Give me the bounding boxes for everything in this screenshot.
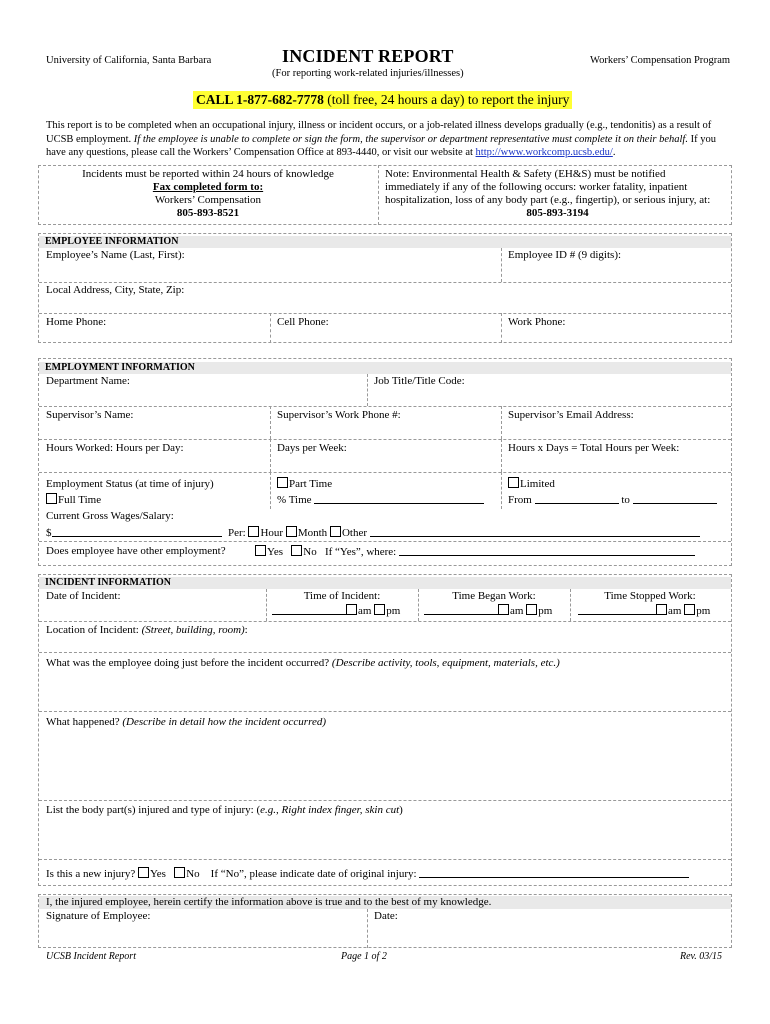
local-address-field[interactable]: Local Address, City, State, Zip:: [46, 284, 185, 296]
other-employment-question: Does employee have other employment?: [46, 545, 226, 557]
employee-id-field[interactable]: Employee ID # (9 digits):: [508, 249, 622, 261]
ehs-note-1: Note: Environmental Health & Safety (EH&S) must be notified: [385, 168, 666, 180]
home-phone-field[interactable]: Home Phone:: [46, 316, 107, 328]
intro-text-1: This report is to be completed when an occupational injury, illness or incident occurs, or a job-related illness develops gradually (e.g., tendonitis) as a result of UCSB employment.: [46, 120, 712, 145]
from-line[interactable]: [535, 493, 619, 504]
part-time-checkbox[interactable]: [277, 477, 288, 488]
location-hint: (Street, building, room): [141, 624, 245, 636]
gross-wages-label: Current Gross Wages/Salary:: [46, 510, 174, 522]
new-injury-no-checkbox[interactable]: [174, 867, 185, 878]
if-yes-label: If “Yes”, where:: [324, 546, 397, 558]
certification-statement: I, the injured employee, herein certify the information above is true and to the best of my knowledge.: [46, 896, 492, 908]
what-happened-hint: (Describe in detail how the incident occurred): [122, 716, 327, 728]
per-label: Per:: [228, 527, 246, 539]
full-time-option[interactable]: [46, 493, 101, 506]
stopped-am-label: am: [668, 605, 682, 617]
new-injury-yes-checkbox[interactable]: [138, 867, 149, 878]
incident-pm-label: pm: [386, 605, 401, 617]
ehs-phone-number: 805-893-3194: [526, 207, 589, 219]
pay-period-options: [228, 526, 700, 539]
location-field[interactable]: [46, 624, 248, 636]
full-time-checkbox[interactable]: [46, 493, 57, 504]
time-began-line[interactable]: [424, 604, 498, 615]
percent-time-label: % Time: [277, 494, 312, 506]
limited-checkbox[interactable]: [508, 477, 519, 488]
time-stopped-line[interactable]: [578, 604, 656, 615]
to-label: to: [621, 494, 630, 506]
percent-time-line[interactable]: [314, 493, 484, 504]
wages-field[interactable]: [46, 526, 222, 539]
what-happened-label: What happened?: [46, 716, 123, 728]
new-injury-question: Is this a new injury?: [46, 868, 136, 880]
began-pm-checkbox[interactable]: [526, 604, 537, 615]
hour-checkbox[interactable]: [248, 526, 259, 537]
from-label: From: [508, 494, 532, 506]
body-parts-hint: e.g., Right index finger, skin cut: [260, 804, 400, 816]
time-stopped-label: Time Stopped Work:: [604, 590, 696, 602]
new-injury-no-label: No: [186, 868, 200, 880]
other-employment-no-label: No: [303, 546, 317, 558]
cell-phone-field[interactable]: Cell Phone:: [277, 316, 329, 328]
hours-per-day-field[interactable]: Hours Worked: Hours per Day:: [46, 442, 184, 454]
notice-divider: [378, 165, 379, 225]
footer-page-number: Page 1 of 2: [341, 951, 387, 962]
limited-date-range[interactable]: [508, 493, 717, 506]
employment-section-heading: EMPLOYMENT INFORMATION: [39, 362, 731, 374]
notice-fax-heading: Fax completed form to:: [152, 181, 264, 193]
wages-line[interactable]: [52, 526, 222, 537]
call-text: (toll free, 24 hours a day) to report the injury: [323, 92, 570, 107]
part-time-label: Part Time: [289, 478, 333, 490]
intro-text-3: .: [612, 147, 616, 158]
supervisor-phone-field[interactable]: Supervisor’s Work Phone #:: [277, 409, 401, 421]
other-label: Other: [341, 527, 367, 539]
time-of-incident-label: Time of Incident:: [303, 590, 381, 602]
incident-am-checkbox[interactable]: [346, 604, 357, 615]
body-parts-field[interactable]: [46, 804, 403, 816]
original-injury-label: If “No”, please indicate date of original injury:: [210, 868, 417, 880]
dollar-sign: $: [46, 527, 52, 539]
notice-deadline: Incidents must be reported within 24 hours of knowledge: [82, 168, 334, 180]
notice-fax-number: 805-893-8521: [176, 207, 240, 219]
stopped-am-checkbox[interactable]: [656, 604, 667, 615]
other-checkbox[interactable]: [330, 526, 341, 537]
stopped-pm-label: pm: [696, 605, 711, 617]
other-employment-options: [255, 545, 695, 558]
hour-label: Hour: [260, 527, 284, 539]
other-employment-where-line[interactable]: [399, 545, 695, 556]
new-injury-yes-label: Yes: [149, 868, 166, 880]
location-colon: :: [244, 624, 248, 636]
department-field[interactable]: Department Name:: [46, 375, 130, 387]
other-employment-yes-checkbox[interactable]: [255, 545, 266, 556]
incident-section-heading: INCIDENT INFORMATION: [39, 577, 731, 589]
part-time-option[interactable]: [277, 477, 332, 490]
intro-text-italic: If the employee is unable to complete or sign the form, the supervisor or department representative must complete it on their behalf.: [133, 133, 688, 145]
employment-status-label: Employment Status (at time of injury): [46, 478, 214, 490]
new-injury-row: [46, 867, 689, 880]
work-phone-field[interactable]: Work Phone:: [508, 316, 566, 328]
limited-option[interactable]: [508, 477, 555, 490]
institution-name: University of California, Santa Barbara: [46, 55, 212, 66]
stopped-pm-checkbox[interactable]: [684, 604, 695, 615]
program-name: Workers’ Compensation Program: [590, 55, 731, 66]
call-number: CALL 1-877-682-7778: [196, 92, 324, 107]
other-employment-no-checkbox[interactable]: [291, 545, 302, 556]
time-began-field[interactable]: [424, 604, 552, 617]
activity-field[interactable]: [46, 657, 560, 669]
time-of-incident-field[interactable]: [272, 604, 400, 617]
activity-label: What was the employee doing just before the incident occurred?: [46, 657, 332, 669]
footer-revision: Rev. 03/15: [680, 951, 723, 962]
began-pm-label: pm: [538, 605, 553, 617]
month-checkbox[interactable]: [286, 526, 297, 537]
began-am-checkbox[interactable]: [498, 604, 509, 615]
other-pay-line[interactable]: [370, 526, 700, 537]
time-of-incident-line[interactable]: [272, 604, 346, 615]
what-happened-field[interactable]: [46, 716, 326, 728]
body-parts-end: ): [399, 804, 403, 816]
call-banner: [193, 91, 572, 109]
form-subtitle: (For reporting work-related injuries/illnesses): [272, 68, 464, 79]
job-title-field[interactable]: Job Title/Title Code:: [374, 375, 465, 387]
body-parts-label: List the body part(s) injured and type of injury: (: [46, 804, 261, 816]
supervisor-name-field[interactable]: Supervisor’s Name:: [46, 409, 134, 421]
signature-date-field[interactable]: Date:: [374, 910, 398, 922]
notice-office: Workers’ Compensation: [154, 194, 262, 206]
supervisor-email-field[interactable]: Supervisor’s Email Address:: [508, 409, 634, 421]
ehs-note-2: immediately if any of the following occurs: worker fatality, inpatient: [385, 181, 688, 193]
total-hours-field[interactable]: Hours x Days = Total Hours per Week:: [508, 442, 680, 454]
employee-name-field[interactable]: Employee’s Name (Last, First):: [46, 249, 185, 261]
notice-left: [40, 168, 376, 220]
days-per-week-field[interactable]: Days per Week:: [277, 442, 347, 454]
date-of-incident-field[interactable]: Date of Incident:: [46, 590, 121, 602]
website-link[interactable]: http://www.workcomp.ucsb.edu/: [475, 147, 613, 158]
notice-right: [385, 168, 730, 220]
ehs-note-3: hospitalization, loss of any body part (e.g., fingertip), or serious injury, at:: [385, 194, 711, 206]
full-time-label: Full Time: [58, 494, 102, 506]
activity-hint: (Describe activity, tools, equipment, materials, etc.): [331, 657, 560, 669]
month-label: Month: [297, 527, 328, 539]
employee-signature-field[interactable]: Signature of Employee:: [46, 910, 151, 922]
employee-section-heading: EMPLOYEE INFORMATION: [39, 236, 731, 248]
form-title: INCIDENT REPORT: [282, 46, 454, 66]
other-employment-yes-label: Yes: [267, 546, 284, 558]
original-injury-date-line[interactable]: [419, 867, 689, 878]
time-began-label: Time Began Work:: [452, 590, 536, 602]
footer-form-name: UCSB Incident Report: [46, 951, 136, 962]
began-am-label: am: [510, 605, 524, 617]
intro-text-2: If you have any questions, please call the Workers’ Compensation Office at 893-4440, or visit our website at: [46, 133, 716, 158]
incident-am-label: am: [358, 605, 372, 617]
incident-pm-checkbox[interactable]: [374, 604, 385, 615]
intro-paragraph: [46, 119, 726, 160]
limited-label: Limited: [520, 478, 555, 490]
to-line[interactable]: [633, 493, 717, 504]
location-label: Location of Incident:: [46, 624, 142, 636]
percent-time-field[interactable]: [277, 493, 484, 506]
time-stopped-field[interactable]: [578, 604, 710, 617]
